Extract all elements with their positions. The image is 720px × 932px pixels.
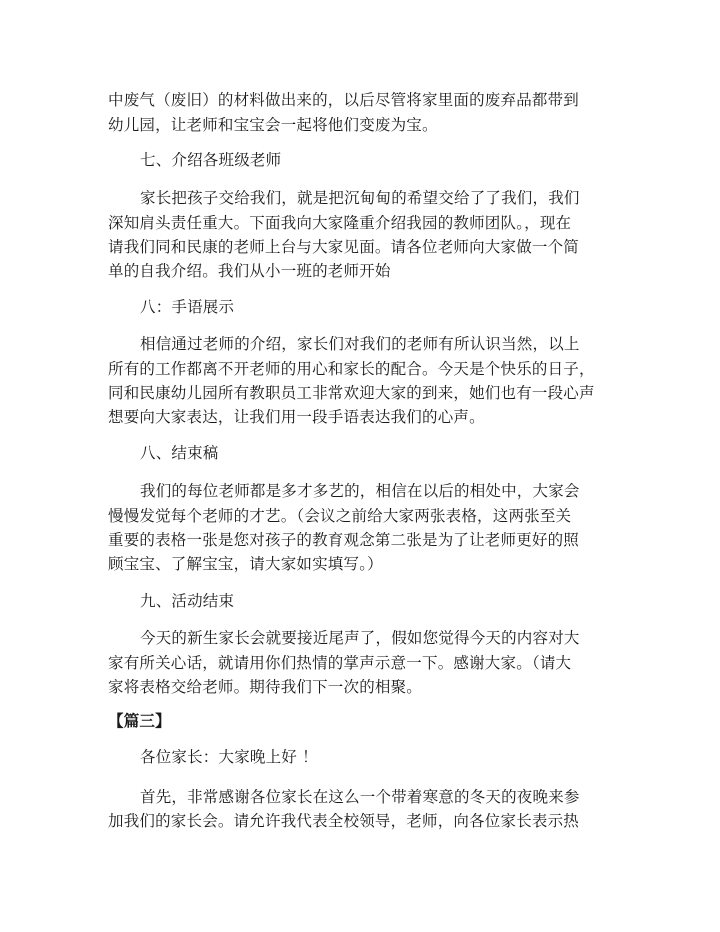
paragraph-line: 慢慢发觉每个老师的才艺。（会议之前给大家两张表格，这两张至关 — [108, 507, 572, 525]
paragraph-line: 首先，非常感谢各位家长在这么一个带着寒意的冬天的夜晚来参 — [140, 788, 580, 806]
part-label: 【篇三】 — [108, 711, 171, 730]
section-heading: 八、结束稿 — [140, 444, 219, 462]
paragraph-line: 相信通过老师的介绍，家长们对我们的老师有所认识当然，以上 — [140, 335, 580, 353]
paragraph-line: 幼儿园，让老师和宝宝会一起将他们变废为宝。 — [108, 116, 438, 134]
paragraph-line: 单的自我介绍。我们从小一班的老师开始 — [108, 262, 391, 280]
paragraph-line: 顾宝宝、了解宝宝，请大家如实填写。） — [108, 555, 383, 573]
section-heading: 八：手语展示 — [140, 298, 235, 316]
paragraph-line: 中废气（废旧）的材料做出来的，以后尽管将家里面的废弃品都带到 — [108, 91, 580, 109]
paragraph-line: 我们的每位老师都是多才多艺的，相信在以后的相处中，大家会 — [140, 482, 580, 500]
paragraph-line: 深知肩头责任重大。下面我向大家隆重介绍我园的教师团队。，现在 — [108, 214, 572, 232]
paragraph-line: 请我们同和民康的老师上台与大家见面。请各位老师向大家做一个简 — [108, 238, 580, 256]
greeting-line: 各位家长：大家晚上好 ！ — [140, 748, 318, 766]
paragraph-line: 家长把孩子交给我们，就是把沉甸甸的希望交给了了我们，我们 — [140, 189, 580, 207]
paragraph-line: 今天的新生家长会就要接近尾声了，假如您觉得今天的内容对大 — [140, 629, 580, 647]
paragraph-line: 加我们的家长会。请允许我代表全校领导，老师，向各位家长表示热 — [108, 812, 580, 830]
paragraph-line: 家将表格交给老师。期待我们下一次的相聚。 — [108, 678, 423, 696]
section-heading: 七、介绍各班级老师 — [140, 151, 282, 169]
paragraph-line: 重要的表格一张是您对孩子的教育观念第二张是为了让老师更好的照 — [108, 531, 580, 549]
paragraph-line: 想要向大家表达，让我们用一段手语表达我们的心声。 — [108, 408, 485, 426]
paragraph-line: 家有所关心话，就请用你们热情的掌声示意一下。感谢大家。（请大 — [108, 654, 572, 672]
section-heading: 九、活动结束 — [140, 592, 235, 610]
paragraph-line: 同和民康幼儿园所有教职员工非常欢迎大家的到来，她们也有一段心声 — [108, 384, 595, 402]
paragraph-line: 所有的工作都离不开老师的用心和家长的配合。今天是个快乐的日子， — [108, 360, 595, 378]
